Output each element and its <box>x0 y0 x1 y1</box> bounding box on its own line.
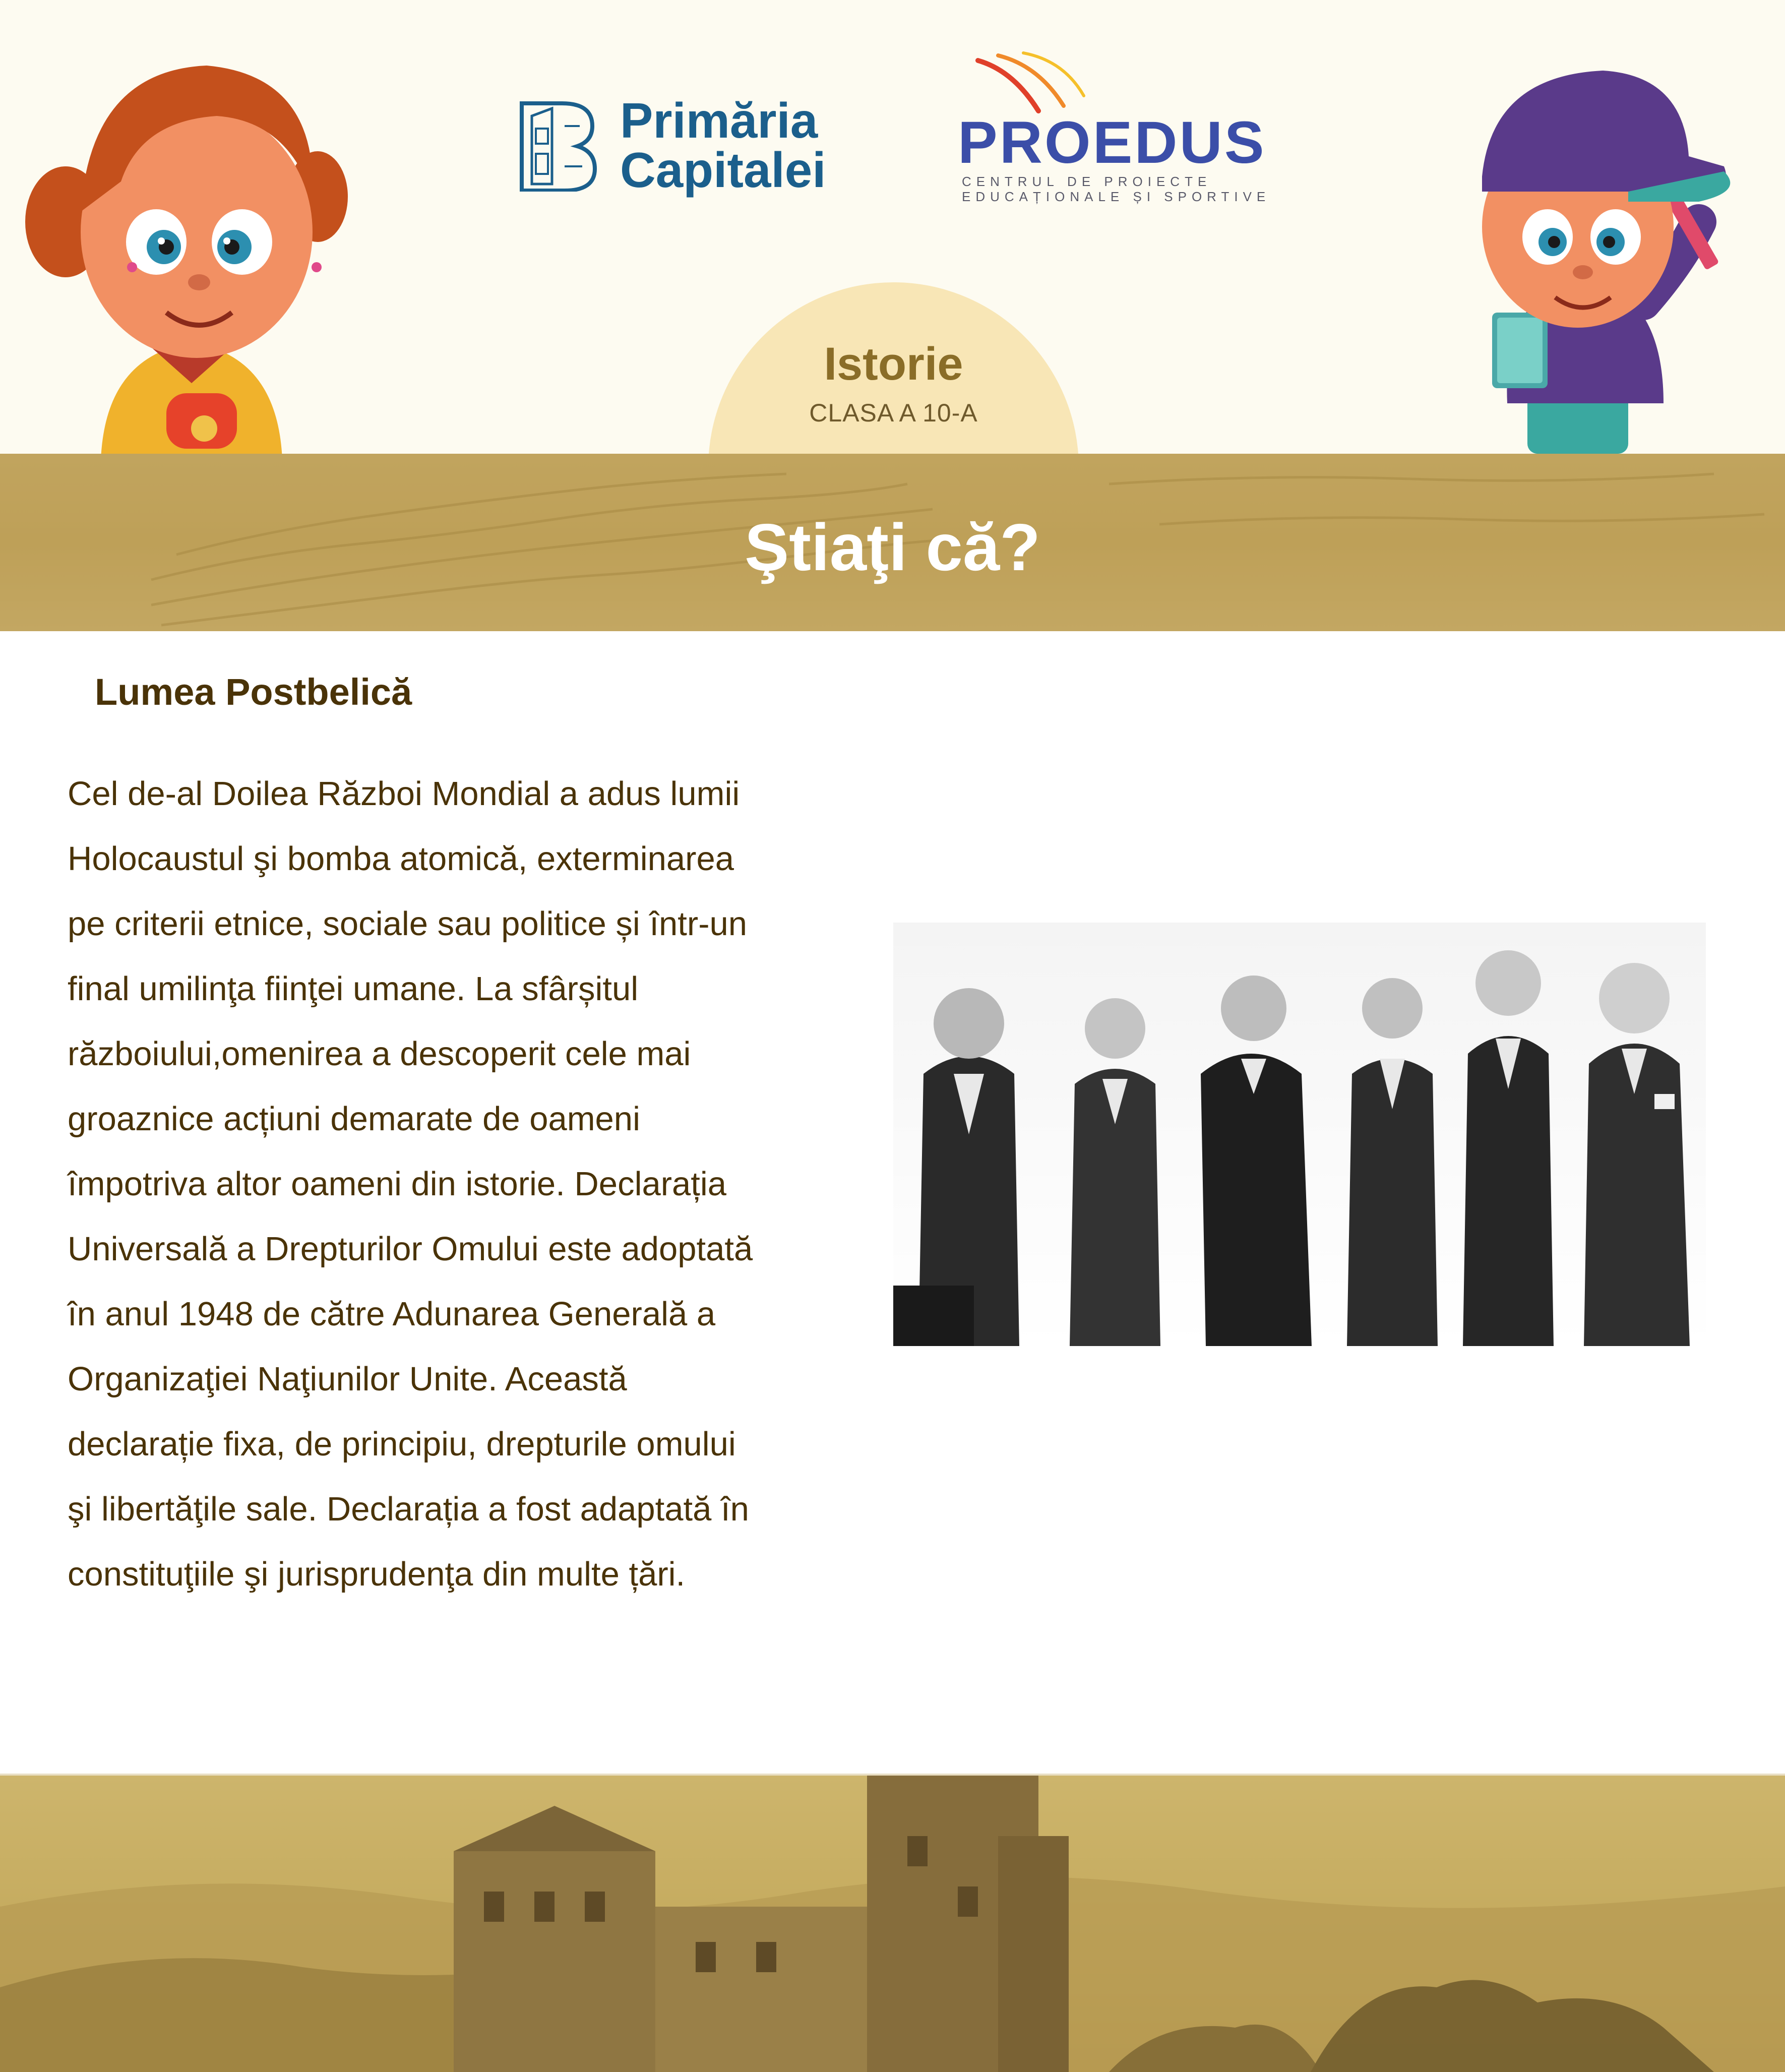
primaria-capitalei-logo <box>517 93 859 198</box>
article-line: groaznice acțiuni demarate de oameni <box>68 1100 640 1138</box>
castle-landscape-icon <box>0 1776 1785 2072</box>
article-line: final umilinţa fiinţei umane. La sfârșitul <box>68 970 639 1008</box>
article-line: declarație fixa, de principiu, drepturile omului <box>68 1425 736 1463</box>
group-of-men-photo-icon <box>893 923 1706 1346</box>
proedus-subtitle-line2: EDUCAȚIONALE ȘI SPORTIVE <box>962 189 1271 204</box>
subject-badge <box>708 282 1079 454</box>
page-header <box>0 0 1785 454</box>
article-body <box>68 761 854 1607</box>
primaria-line2: Capitalei <box>620 142 826 198</box>
banner-title: Ştiaţi că? <box>745 510 1040 584</box>
footer-castle-image <box>0 1774 1785 2072</box>
article-line: împotriva altor oameni din istorie. Declarația <box>68 1165 727 1203</box>
subject-grade: CLASA A 10-A <box>809 399 978 427</box>
primaria-line1: Primăria <box>620 93 818 148</box>
article-line: pe criterii etnice, sociale sau politice și într-un <box>68 905 748 943</box>
proedus-wordmark: PROEDUS <box>958 109 1266 176</box>
article-heading: Lumea Postbelică <box>95 671 412 713</box>
girl-mascot-icon <box>15 30 368 454</box>
boy-mascot-icon <box>1462 40 1754 454</box>
article-line: Universală a Drepturilor Omului este adoptată <box>68 1230 753 1268</box>
proedus-subtitle <box>962 174 1270 204</box>
primaria-b-logo-icon <box>517 101 597 192</box>
article-line: Organizaţiei Naţiunilor Unite. Această <box>68 1360 627 1398</box>
historical-photo <box>893 923 1706 1346</box>
title-banner <box>0 454 1785 631</box>
article-line: în anul 1948 de către Adunarea Generală a <box>68 1295 716 1333</box>
article-line: constituţiile şi jurisprudenţa din multe țări. <box>68 1555 686 1593</box>
article-line: Holocaustul şi bomba atomică, exterminarea <box>68 840 734 878</box>
article-line: şi libertăţile sale. Declarația a fost adaptată în <box>68 1490 749 1528</box>
article-line: Cel de-al Doilea Război Mondial a adus lumii <box>68 775 740 813</box>
proedus-subtitle-line1: CENTRUL DE PROIECTE <box>962 174 1212 189</box>
article-line: războiului,omenirea a descoperit cele mai <box>68 1035 691 1073</box>
subject-name: Istorie <box>824 338 963 390</box>
proedus-logo <box>958 50 1271 204</box>
